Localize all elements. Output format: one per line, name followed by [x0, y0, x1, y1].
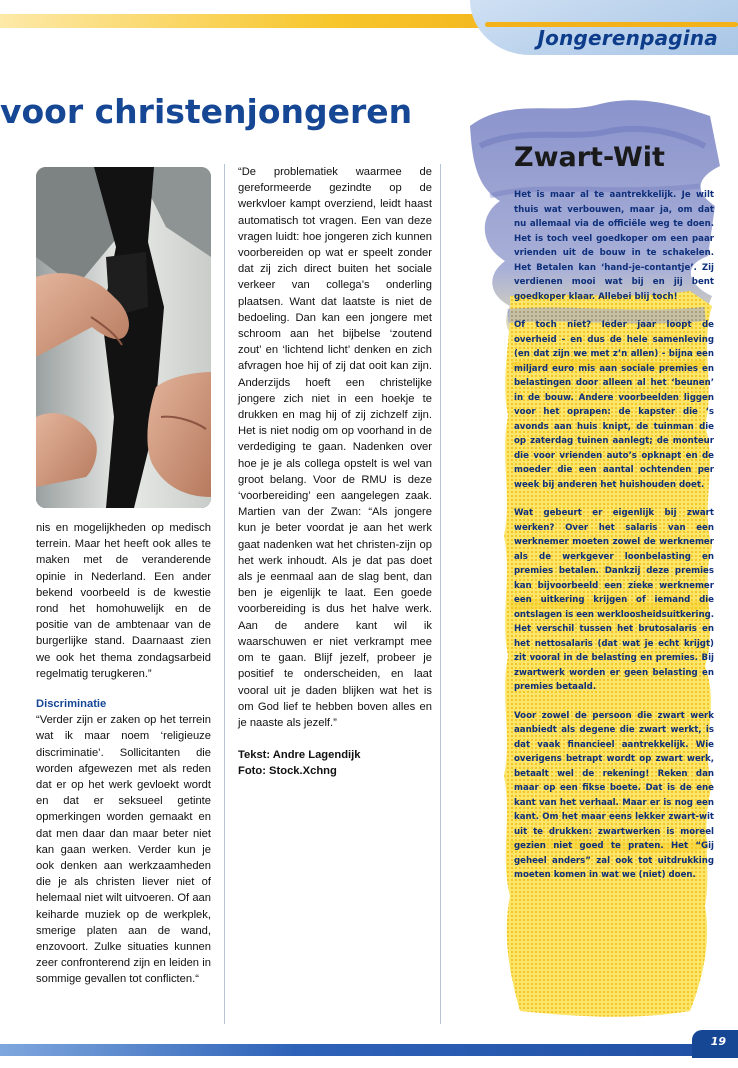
sidebar-paragraph-3: Wat gebeurt er eigenlijk bij zwart werken? Over het salaris van een werknemer moeten zowel de werknemer als de werkgever loonbelasting en premies betalen. Dankzij deze premies kan bijvoorbeeld een zieke werknemer een uitkering krijgen of iemand die ontslagen is een werkloosheidsuitkering. Het verschil tussen het brutosalaris en het nettosalaris (dat wat je echt krijgt) zit vooral in de belasting en premies. Bij zwartwerk worden er geen belasting en premies betaald. [514, 508, 714, 692]
column-divider-1 [224, 164, 225, 1024]
tie-photo-illustration [36, 167, 211, 508]
page-number: 19 [710, 1035, 726, 1048]
sidebar-text [514, 188, 714, 897]
sidebar-paragraph-2: Of toch niet? Ieder jaar loopt de overheid - en dus de hele samenleving (en dat zijn we met z’n allen) - bijna een miljard euro mis aan sociale premies en belastingen door alleen al het ‘beunen’ in de bouw. Andere voorbeelden liggen voor het oprapen: de kapster die ‘s avonds aan huis knipt, de tuinman die op zaterdag tuinen aanlegt; de monteur die voor vrienden auto’s opknapt en de moeder die een aantal ochtenden per week bij anderen het huishouden doet. [514, 320, 714, 490]
bottom-blue-stripe [0, 1044, 738, 1056]
tie-photo [36, 167, 211, 508]
credit-text: Tekst: Andre Lagendijk [238, 749, 361, 762]
credit-photo: Foto: Stock.Xchng [238, 765, 337, 778]
article-column-2 [238, 164, 432, 780]
bottom-band [0, 1040, 738, 1068]
sidebar-paragraph-4: Voor zowel de persoon die zwart werk aanbiedt als degene die zwart werkt, is dat vaak financieel aantrekkelijk. Wie overigens betrapt wordt op zwart werk, betaalt wel de rekening! Reken dan maar op een fikse boete. Dat is de ene kant van het verhaal. Maar er is nog een kant. Om het maar eens lekker zwart-wit uit te drukken: zwartwerken is moreel gezien niet goed te praten. Het “Gij geheel anders” zal ook tot uitdrukking moeten komen in wat we (niet) doen. [514, 710, 714, 880]
sidebar-title: Zwart-Wit [514, 142, 665, 173]
section-label: Jongerenpagina [537, 26, 718, 50]
column1-paragraph-1: nis en mogelijkheden op medisch terrein. Maar het heeft ook alles te maken met de veranderende opinie in Nederland. Een ander bekend voorbeeld is de kwestie rond het homohuwelijk en de positie van de ambtenaar van de burgerlijke stand. Daarnaast zien we ook het thema zondagsarbeid regelmatig terugkeren.” [36, 522, 211, 680]
sidebar-paragraph-1: Het is maar al te aantrekkelijk. Je wilt thuis wat verbouwen, maar ja, om dat nu allemaal via de officiële weg te doen. Het is toch veel goedkoper om een paar vrienden uit de bouw in te schakelen. Het Betalen kan ‘hand-je-contantje’. Zij verdienen mooi wat bij en jij bent goedkoper klaar. Allebei blij toch! [514, 190, 714, 302]
page-number-tab [692, 1030, 738, 1058]
article-headline: voor christenjongeren [0, 92, 413, 131]
article-column-1 [36, 520, 211, 988]
column-divider-2 [440, 164, 441, 1024]
column1-paragraph-2: “Verder zijn er zaken op het terrein wat ik maar noem ‘religieuze discriminatie’. Sollicitanten die worden afgewezen met als reden dat er op het werk gevloekt wordt en dat er seksueel getinte opmerkingen worden gemaakt en dat men daar dan maar beter niet kan gaan werken. Verder kun je ook denken aan werkzaamheden die je als christen liever niet of helemaal niet wilt uitvoeren. Of aan keiharde muziek op de werkplek, smerige platen aan de wand, enzovoort. Zulke situaties kunnen zeer confronterend zijn en leiden in sommige gevallen tot conflicten.“ [36, 714, 211, 986]
subheading-discriminatie: Discriminatie [36, 698, 107, 711]
column2-paragraph-1: “De problematiek waarmee de gereformeerde gezindte op de werkvloer kampt overziend, leidt haast automatisch tot vragen. Een van deze vragen luidt: hoe jongeren zich kunnen voorbereiden op wat er speelt zonder dat zij zich direct buiten het sociale verkeer van collega’s onderling plaatsen. Want dat laatste is niet de bedoeling. Dan kan een jongere met schroom aan het bijbelse ‘zoutend zout’ en ‘lichtend licht’ denken en zich afvragen hoe hij of zij dat ooit kan zijn. Anderzijds hoeft een christelijke jongere zich niet in een hoekje te drukken en mag hij of zij zichzelf zijn. Het is niet nodig om op voorhand in de verdediging te gaan. Nadenken over hoe je je als collega opstelt is wel van groot belang. Voor de RMU is deze ‘voorbereiding’ een aangelegen zaak. Martien van der Zwan: “Als jongere kun je beter voordat je aan het werk gaat nadenken wat het christen-zijn op het werk inhoudt. Als je dat pas doet als je eenmaal aan de slag bent, dan ben je eigenlijk te laat. Een goede voorbereiding is dus het halve werk. Aan de andere kant wil ik waarschuwen er niet verkrampt mee om te gaan. Blijf jezelf, probeer je positief te onderscheiden, en laat vooral uit je daden blijken wat het is om God lief te hebben boven alles en je naaste als jezelf.” [238, 166, 432, 729]
